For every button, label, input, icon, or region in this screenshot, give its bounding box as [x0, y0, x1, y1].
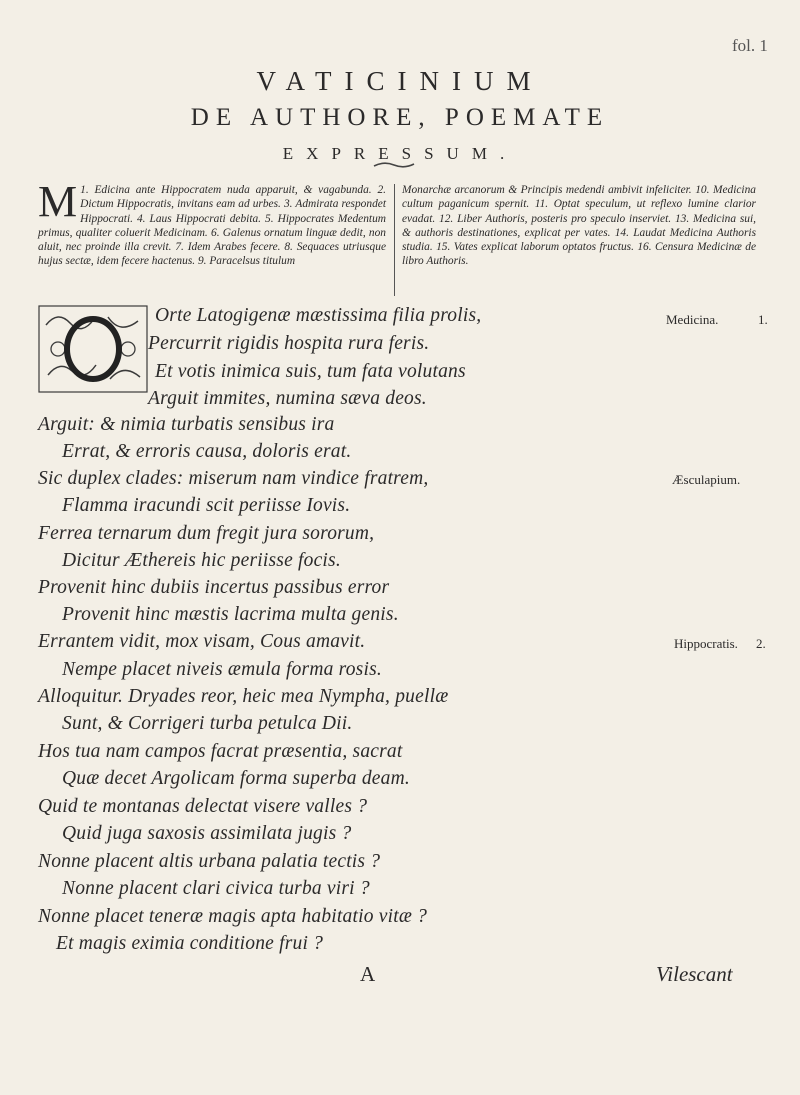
summary-right: Monarchæ arcanorum & Principis medendi ambivit infeliciter. 10. Medicina cultum paganicum spernit. 11. Optat speculum, ut reflexo lumine clarior evadat. 12. Liber Authoris, posteris pro speculo inserviet. 13. Medicina sui, & authoris destinationes, explicat per vates. 14. Laudat Medicina Authoris studia. 15. Vates explicat laborum optatos fructus. 16. Censura Medicinæ de libro Authoris. — [402, 184, 756, 268]
poem-line: Hos tua nam campos facrat præsentia, sacrat — [38, 741, 403, 762]
poem-line: Nonne placent altis urbana palatia tectis ? — [38, 851, 381, 872]
poem-line: Alloquitur. Dryades reor, heic mea Nympha, puellæ — [38, 686, 449, 707]
poem-line: Ferrea ternarum dum fregit jura sororum, — [38, 523, 375, 544]
folio: fol. 1 — [732, 36, 768, 55]
margin-note-medicina: Medicina. — [666, 312, 719, 327]
poem-line: Quid te montanas delectat visere valles ? — [38, 796, 368, 817]
margin-note-aesculapium: Æsculapium. — [672, 472, 741, 487]
signature-mark: A — [360, 962, 376, 986]
poem-line: Provenit hinc dubiis incertus passibus error — [38, 577, 390, 598]
poem-line: Arguit: & nimia turbatis sensibus ira — [38, 414, 335, 435]
ornament-flourish — [372, 161, 416, 169]
drop-initial-m: M — [38, 177, 78, 226]
poem-line: Nempe placet niveis æmula forma rosis. — [62, 659, 382, 680]
poem-line: Quid juga saxosis assimilata jugis ? — [62, 823, 352, 844]
summary-left — [38, 177, 386, 269]
poem-line: Nonne placent clari civica turba viri ? — [62, 878, 370, 899]
poem-line: Orte Latogigenæ mæstissima filia prolis, — [155, 305, 482, 326]
title-vaticinium: VATICINIUM — [256, 66, 544, 96]
title-expressum: EXPRESSUM. — [282, 144, 518, 163]
poem-line: Sunt, & Corrigeri turba petulca Dii. — [62, 713, 353, 734]
title-de-authore: DE AUTHORE, POEMATE — [190, 104, 610, 131]
margin-number-1: 1. — [758, 312, 768, 327]
summary-left-text: 1. Edicina ante Hippocratem nuda apparuit, & vagabunda. 2. Dictum Hippocratis, invitans eam ad urbes. 3. Admirata respondet Hippocrati. 4. Laus Hippocrati debita. 5. Hippocrates Medentum primus, qualiter coluerit Medicinam. 6. Galenus ornatum linguæ dedit, non aluit, nec proinde illa crevit. 7. Idem Arabes fecere. 8. Sequaces utriusque hujus sectæ, idem fecere hactenus. 9. Paracelsus titulum — [38, 184, 386, 268]
poem-line: Nonne placet teneræ magis apta habitatio vitæ ? — [38, 906, 428, 927]
poem-line: Quæ decet Argolicam forma superba deam. — [62, 768, 410, 789]
poem-line: Errantem vidit, mox visam, Cous amavit. — [38, 631, 366, 652]
poem-line: Sic duplex clades: miserum nam vindice fratrem, — [38, 468, 429, 489]
poem-line: Et magis eximia conditione frui ? — [56, 933, 324, 954]
margin-note-hippocratis: Hippocratis. — [674, 636, 738, 651]
poem-line: Et votis inimica suis, tum fata volutans — [155, 361, 466, 382]
poem-line: Dicitur Æthereis hic periisse focis. — [62, 550, 341, 571]
poem-line: Flamma iracundi scit periisse Iovis. — [62, 495, 351, 516]
margin-number-2: 2. — [756, 636, 766, 651]
ornate-initial-o-icon — [38, 305, 148, 393]
poem-line: Arguit immites, numina sæva deos. — [148, 388, 427, 409]
poem-line: Provenit hinc mæstis lacrima multa genis. — [62, 604, 399, 625]
column-divider — [394, 184, 395, 296]
catchword: Vilescant — [656, 962, 733, 986]
poem-line: Percurrit rigidis hospita rura feris. — [148, 333, 430, 354]
poem-line: Errat, & erroris causa, doloris erat. — [62, 441, 352, 462]
